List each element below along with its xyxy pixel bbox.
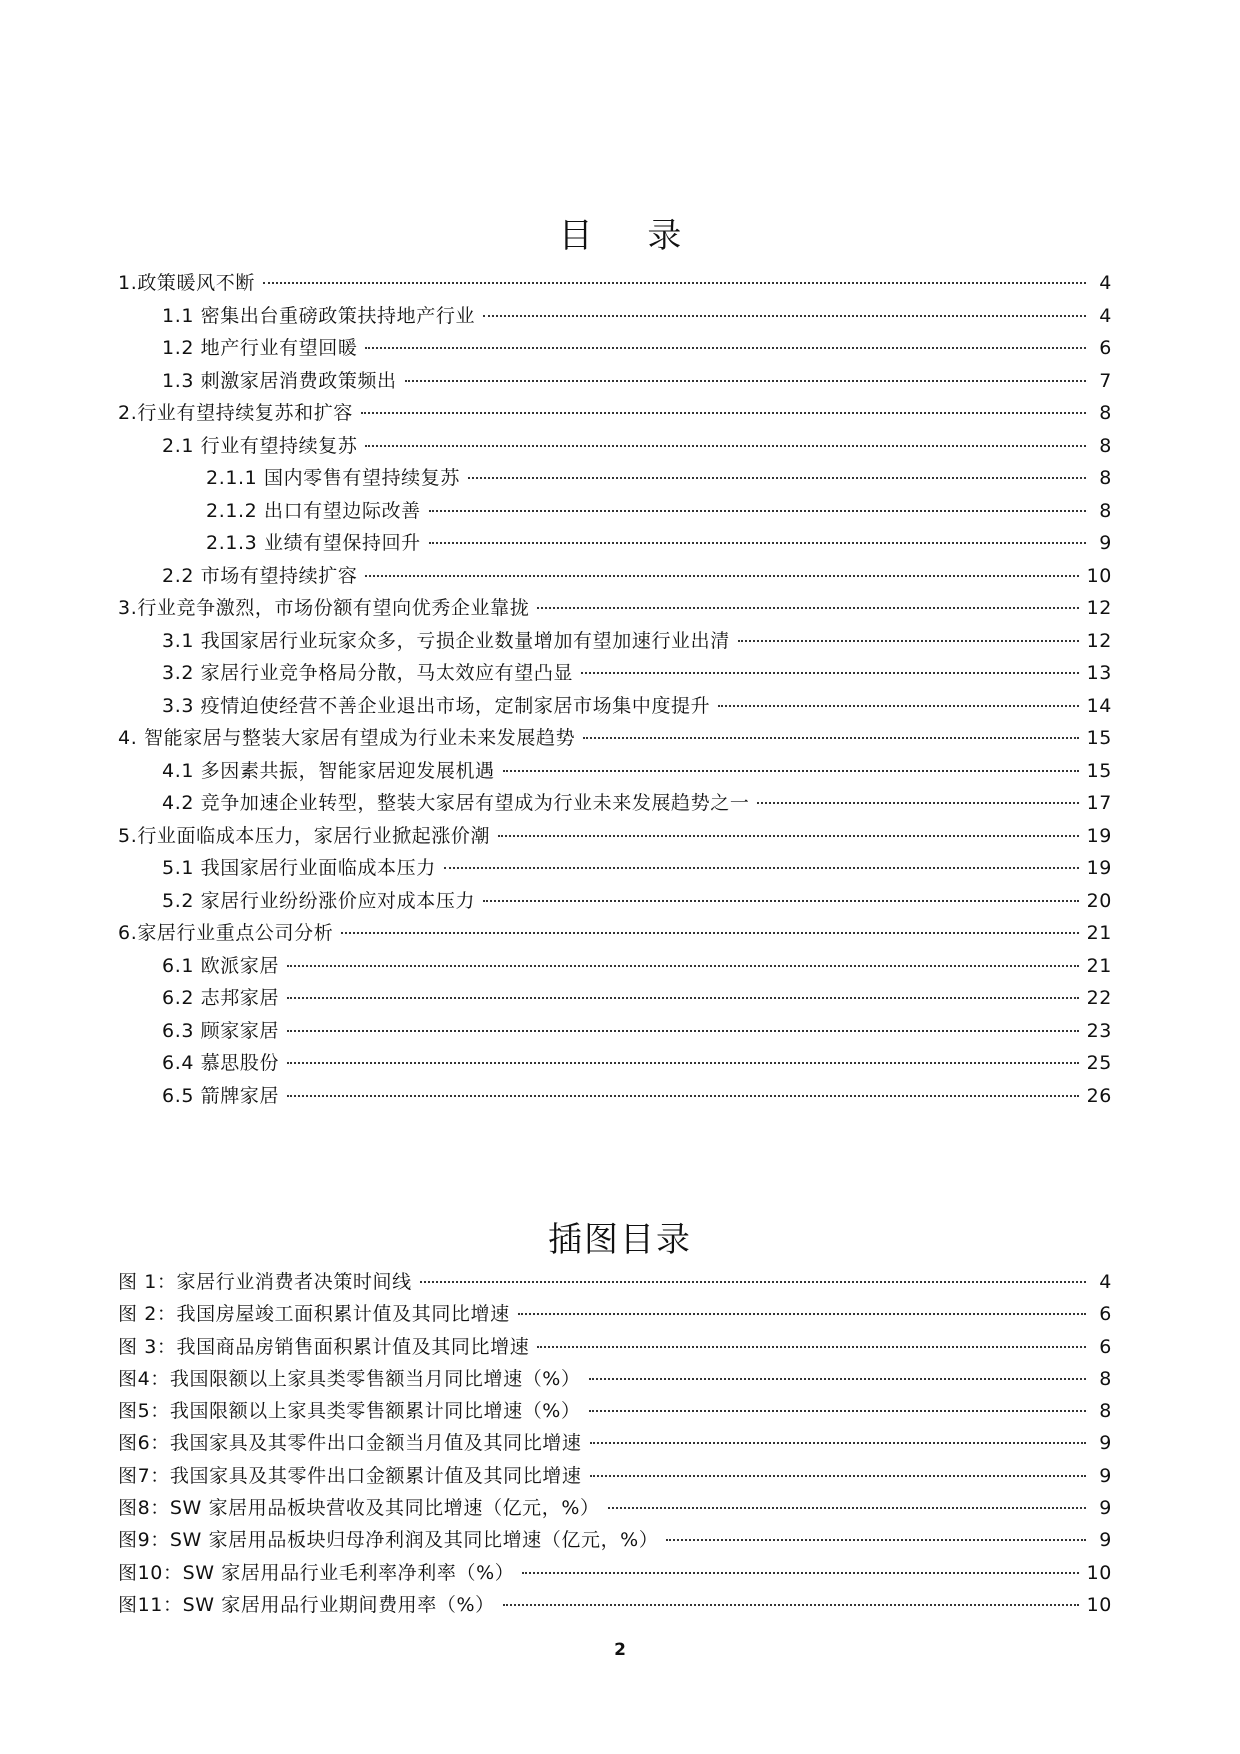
toc-entry-label: 6.4 慕思股份 (162, 1052, 280, 1074)
toc-entry-page-number: 7 (1099, 369, 1112, 392)
toc-entry[interactable] (118, 821, 1112, 854)
toc-entry-label: 5.2 家居行业纷纷涨价应对成本压力 (162, 889, 476, 912)
dot-leader (287, 997, 1079, 999)
dot-leader (365, 347, 1086, 349)
figure-entry[interactable] (118, 1590, 1112, 1622)
figure-entry-label: 图11：SW 家居用品行业期间费用率（%） (118, 1593, 495, 1616)
dot-leader (503, 770, 1079, 772)
figure-index-title: 插图目录 (548, 1220, 692, 1260)
toc-entry[interactable] (118, 723, 1112, 756)
dot-leader (365, 575, 1078, 577)
dot-leader (666, 1539, 1086, 1541)
figure-entry[interactable] (118, 1332, 1112, 1364)
toc-entry[interactable] (118, 951, 1112, 984)
toc-entry-page-number: 4 (1099, 304, 1112, 327)
toc-entry-page-number: 8 (1099, 467, 1112, 489)
toc-entry-page-number: 19 (1086, 824, 1112, 847)
page-number: 2 (614, 1640, 626, 1660)
figure-entry-page-number: 9 (1099, 1464, 1112, 1487)
toc-entry-page-number: 12 (1086, 597, 1112, 619)
toc-entry-page-number: 17 (1086, 792, 1112, 814)
toc-entry-label: 6.3 顾家家居 (162, 1019, 280, 1042)
dot-leader (590, 1475, 1087, 1477)
toc-entry-label: 3.3 疫情迫使经营不善企业退出市场，定制家居市场集中度提升 (162, 694, 711, 717)
dot-leader (608, 1507, 1086, 1509)
toc-entry-label: 4. 智能家居与整装大家居有望成为行业未来发展趋势 (118, 727, 576, 749)
toc-entry[interactable] (118, 561, 1112, 594)
toc-entry-page-number: 12 (1086, 629, 1112, 652)
toc-entry[interactable] (118, 626, 1112, 659)
figure-entry[interactable] (118, 1558, 1112, 1590)
figure-entry-label: 图 3：我国商品房销售面积累计值及其同比增速 (118, 1335, 530, 1358)
dot-leader (718, 705, 1078, 707)
dot-leader (365, 445, 1086, 447)
toc-entry[interactable] (118, 918, 1112, 951)
toc-entry-label: 6.1 欧派家居 (162, 954, 280, 977)
dot-leader (483, 900, 1079, 902)
toc-entry-label: 1.1 密集出台重磅政策扶持地产行业 (162, 304, 476, 327)
toc-entry-page-number: 21 (1086, 922, 1112, 944)
toc-entry-page-number: 8 (1099, 434, 1112, 457)
toc-entry-label: 1.政策暖风不断 (118, 272, 255, 294)
toc-entry-label: 4.2 竞争加速企业转型，整装大家居有望成为行业未来发展趋势之一 (162, 792, 750, 814)
dot-leader (468, 477, 1086, 479)
figure-entry-label: 图8：SW 家居用品板块营收及其同比增速（亿元，%） (118, 1497, 600, 1520)
toc-entry[interactable] (118, 333, 1112, 366)
toc-entry-page-number: 14 (1086, 694, 1112, 717)
dot-leader (361, 412, 1086, 414)
toc-entry-page-number: 6 (1099, 337, 1112, 359)
toc-entry[interactable] (118, 1016, 1112, 1049)
toc-entry[interactable] (118, 691, 1112, 724)
dot-leader (583, 737, 1078, 739)
dot-leader (444, 867, 1079, 869)
dot-leader (590, 1442, 1087, 1444)
toc-entry[interactable] (118, 1048, 1112, 1081)
toc-entry-page-number: 15 (1086, 727, 1112, 749)
toc-entry[interactable] (118, 983, 1112, 1016)
figure-entry-label: 图 2：我国房屋竣工面积累计值及其同比增速 (118, 1303, 510, 1326)
toc-entry-label: 3.1 我国家居行业玩家众多，亏损企业数量增加有望加速行业出清 (162, 629, 730, 652)
toc-entry[interactable] (118, 756, 1112, 789)
toc-entry-page-number: 20 (1086, 889, 1112, 912)
toc-entry-label: 6.2 志邦家居 (162, 987, 280, 1009)
toc-entry-page-number: 10 (1086, 564, 1112, 587)
toc-entry[interactable] (118, 1081, 1112, 1114)
toc-entry[interactable] (118, 788, 1112, 821)
toc-entry-page-number: 15 (1086, 759, 1112, 782)
figure-entry-page-number: 6 (1099, 1335, 1112, 1358)
dot-leader (589, 1378, 1086, 1380)
figure-entry[interactable] (118, 1364, 1112, 1396)
toc-title: 目 录 (558, 216, 704, 256)
dot-leader (263, 282, 1086, 284)
dot-leader (537, 607, 1078, 609)
toc-entry-label: 2.1.1 国内零售有望持续复苏 (206, 467, 460, 489)
toc-entry-page-number: 13 (1086, 662, 1112, 684)
toc-entry-label: 3.行业竞争激烈，市场份额有望向优秀企业靠拢 (118, 597, 530, 619)
toc-entry-page-number: 9 (1099, 532, 1112, 554)
dot-leader (287, 1030, 1079, 1032)
toc-entry[interactable] (118, 658, 1112, 691)
toc-entry[interactable] (118, 886, 1112, 919)
toc-entry[interactable] (118, 853, 1112, 886)
figure-entry-page-number: 10 (1086, 1593, 1112, 1616)
figure-entry-page-number: 9 (1099, 1529, 1112, 1552)
dot-leader (537, 1346, 1086, 1348)
toc-entry-label: 6.家居行业重点公司分析 (118, 922, 334, 944)
toc-list (118, 268, 1112, 1113)
dot-leader (420, 1281, 1086, 1283)
dot-leader (483, 315, 1086, 317)
toc-entry[interactable] (118, 398, 1112, 431)
toc-entry-page-number: 22 (1086, 987, 1112, 1009)
figure-entry-page-number: 8 (1099, 1400, 1112, 1423)
figure-entry-page-number: 8 (1099, 1367, 1112, 1390)
dot-leader (429, 542, 1086, 544)
toc-entry-label: 2.2 市场有望持续扩容 (162, 564, 358, 587)
figure-entry-label: 图6：我国家具及其零件出口金额当月值及其同比增速 (118, 1432, 582, 1455)
dot-leader (405, 380, 1086, 382)
toc-entry-page-number: 4 (1099, 272, 1112, 294)
toc-entry-label: 2.1.2 出口有望边际改善 (206, 499, 421, 522)
toc-entry-label: 2.1 行业有望持续复苏 (162, 434, 358, 457)
figure-entry-label: 图5：我国限额以上家具类零售额累计同比增速（%） (118, 1400, 581, 1423)
figure-entry-page-number: 6 (1099, 1303, 1112, 1326)
dot-leader (287, 1062, 1079, 1064)
dot-leader (498, 835, 1078, 837)
toc-entry[interactable] (118, 463, 1112, 496)
figure-entry-page-number: 9 (1099, 1497, 1112, 1520)
toc-entry-label: 3.2 家居行业竞争格局分散，马太效应有望凸显 (162, 662, 574, 684)
figure-entry-label: 图 1：家居行业消费者决策时间线 (118, 1271, 412, 1293)
figure-entry-page-number: 10 (1086, 1561, 1112, 1584)
toc-entry[interactable] (118, 431, 1112, 464)
figure-entry-label: 图4：我国限额以上家具类零售额当月同比增速（%） (118, 1367, 581, 1390)
toc-entry[interactable] (118, 593, 1112, 626)
figure-entry[interactable] (118, 1493, 1112, 1525)
dot-leader (287, 1095, 1079, 1097)
figure-entry-label: 图7：我国家具及其零件出口金额累计值及其同比增速 (118, 1464, 582, 1487)
toc-entry-label: 5.行业面临成本压力，家居行业掀起涨价潮 (118, 824, 491, 847)
figure-index-list (118, 1267, 1112, 1622)
figure-entry[interactable] (118, 1299, 1112, 1331)
toc-entry-label: 2.1.3 业绩有望保持回升 (206, 532, 421, 554)
dot-leader (738, 640, 1079, 642)
toc-entry-page-number: 25 (1086, 1052, 1112, 1074)
figure-entry[interactable] (118, 1428, 1112, 1460)
toc-entry[interactable] (118, 496, 1112, 529)
toc-entry-label: 1.2 地产行业有望回暖 (162, 337, 358, 359)
toc-entry-page-number: 8 (1099, 499, 1112, 522)
toc-entry-label: 4.1 多因素共振，智能家居迎发展机遇 (162, 759, 495, 782)
figure-entry[interactable] (118, 1525, 1112, 1557)
toc-entry-page-number: 19 (1086, 857, 1112, 879)
dot-leader (287, 965, 1079, 967)
dot-leader (589, 1410, 1086, 1412)
toc-entry-page-number: 26 (1086, 1084, 1112, 1107)
toc-entry-page-number: 8 (1099, 402, 1112, 424)
dot-leader (581, 672, 1079, 674)
dot-leader (429, 510, 1086, 512)
dot-leader (757, 802, 1078, 804)
toc-entry[interactable] (118, 301, 1112, 334)
toc-entry-page-number: 23 (1086, 1019, 1112, 1042)
figure-entry-label: 图10：SW 家居用品行业毛利率净利率（%） (118, 1561, 515, 1584)
figure-entry[interactable] (118, 1396, 1112, 1428)
figure-entry[interactable] (118, 1267, 1112, 1299)
toc-entry-label: 6.5 箭牌家居 (162, 1084, 280, 1107)
figure-entry[interactable] (118, 1461, 1112, 1493)
dot-leader (518, 1313, 1086, 1315)
figure-entry-page-number: 4 (1099, 1271, 1112, 1293)
toc-entry[interactable] (118, 528, 1112, 561)
toc-entry[interactable] (118, 268, 1112, 301)
toc-entry-label: 5.1 我国家居行业面临成本压力 (162, 857, 436, 879)
dot-leader (522, 1572, 1078, 1574)
toc-entry-page-number: 21 (1086, 954, 1112, 977)
dot-leader (503, 1604, 1079, 1606)
figure-entry-page-number: 9 (1099, 1432, 1112, 1455)
dot-leader (341, 932, 1078, 934)
toc-entry[interactable] (118, 366, 1112, 399)
toc-entry-label: 1.3 刺激家居消费政策频出 (162, 369, 397, 392)
toc-entry-label: 2.行业有望持续复苏和扩容 (118, 402, 353, 424)
figure-entry-label: 图9：SW 家居用品板块归母净利润及其同比增速（亿元，%） (118, 1529, 659, 1552)
